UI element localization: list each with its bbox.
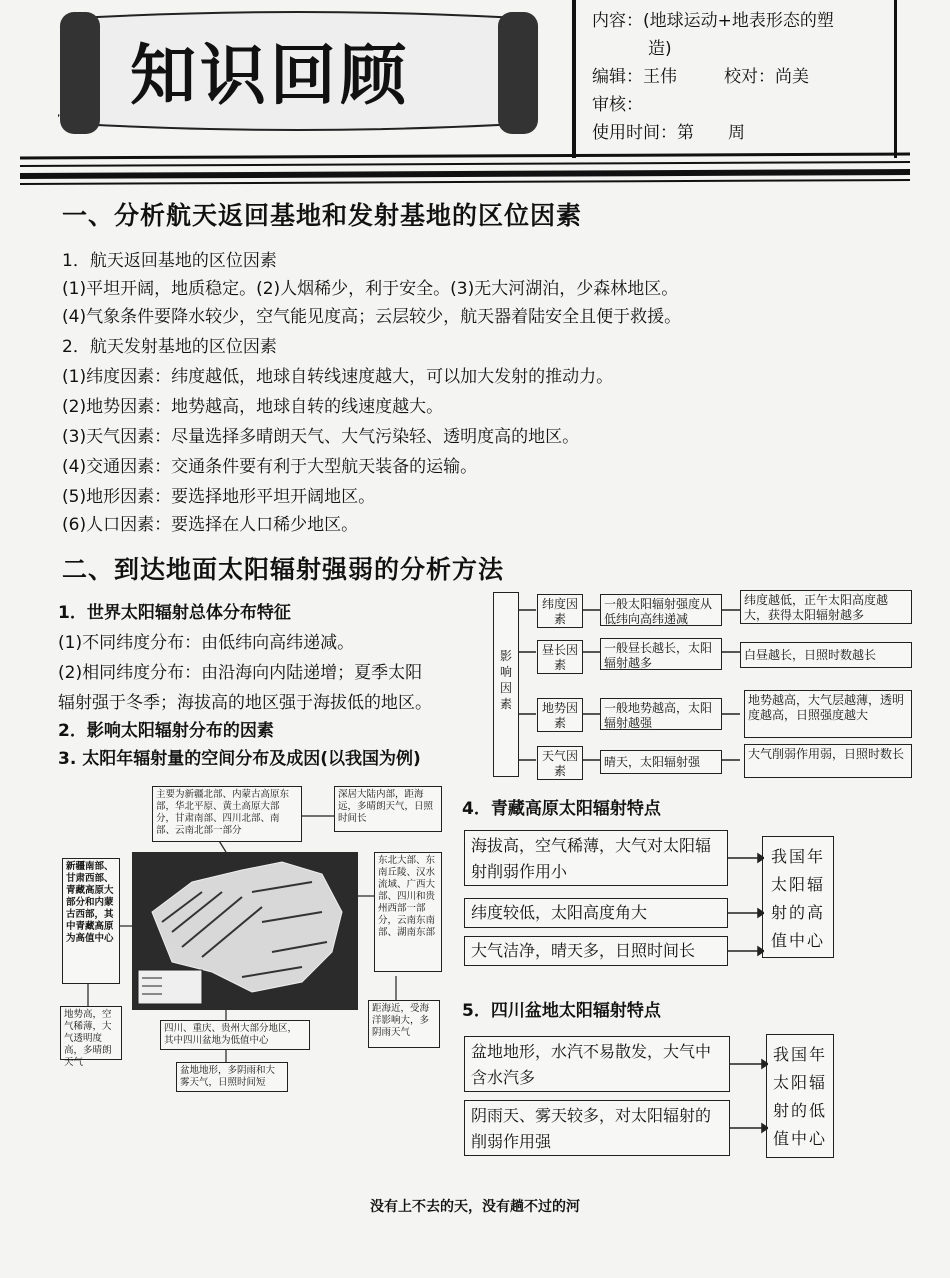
editor-label: 编辑：王伟 <box>592 67 677 87</box>
section1-sub2-line: (6)人口因素：要选择在人口稀少地区。 <box>62 515 359 535</box>
section2-heading: 二、到达地面太阳辐射强弱的分析方法 <box>62 555 505 584</box>
basin-cause: 盆地地形，水汽不易散发，大气中含水汽多 <box>464 1036 730 1092</box>
section1-sub1: 1．航天返回基地的区位因素 <box>62 251 277 271</box>
basin-result: 我国年太阳辐射的低值中心 <box>766 1034 834 1158</box>
section1-sub1-line: (4)气象条件要降水较少，空气能见度高；云层较少，航天器着陆安全且便于救援。 <box>62 307 682 327</box>
section1-sub2-line: (5)地形因素：要选择地形平坦开阔地区。 <box>62 487 376 507</box>
section1-heading: 一、分析航天返回基地和发射基地的区位因素 <box>62 201 583 230</box>
section4-heading: 4．青藏高原太阳辐射特点 <box>462 799 661 819</box>
map-label-top-left: 主要为新疆北部、内蒙古高原东部，华北平原、黄土高原大部分，甘肃南部、四川北部、南部、云南北部一部分 <box>152 786 302 842</box>
plateau-cause: 纬度较低，太阳高度角大 <box>464 898 728 928</box>
map-label-right: 东北大部、东南丘陵、汉水流域、广西大部、四川和贵州西部一部分，云南东南部、湖南东部 <box>374 852 442 972</box>
map-label-bottom: 四川、重庆、贵州大部分地区，其中四川盆地为低值中心 <box>160 1020 310 1050</box>
factor-result: 大气削弱作用弱，日照时数长 <box>744 744 912 778</box>
banner-title: 知识回顾 <box>130 36 410 114</box>
factor-cause: 一般太阳辐射强度从低纬向高纬递减 <box>600 594 722 626</box>
factor-name: 地势因素 <box>537 698 583 732</box>
plateau-arrows <box>728 830 764 970</box>
factor-name: 纬度因素 <box>537 594 583 628</box>
factor-name: 天气因素 <box>537 746 583 780</box>
content-label-cont: 造) <box>648 39 672 59</box>
map-label-top-right: 深居大陆内部，距海远，多晴朗天气，日照时间长 <box>334 786 442 832</box>
map-label-right-bottom: 距海近，受海洋影响大，多阴雨天气 <box>368 1000 440 1048</box>
section1-sub2-line: (3)天气因素：尽量选择多晴朗天气、大气污染轻、透明度高的地区。 <box>62 427 580 447</box>
section1-sub2-line: (2)地势因素：地势越高，地球自转的线速度越大。 <box>62 397 444 417</box>
proofreader-label: 校对：尚美 <box>724 67 809 87</box>
section2-line: (1)不同纬度分布：由低纬向高纬递减。 <box>58 633 355 653</box>
review-label: 审核： <box>592 95 643 115</box>
section2-line: 2．影响太阳辐射分布的因素 <box>58 721 274 741</box>
china-radiation-map <box>132 852 358 1010</box>
section2-line: 3. 太阳年辐射量的空间分布及成因(以我国为例) <box>58 749 421 769</box>
section1-sub2-line: (4)交通因素：交通条件要有利于大型航天装备的运输。 <box>62 457 478 477</box>
section2-line: 辐射强于冬季；海拔高的地区强于海拔低的地区。 <box>58 693 432 713</box>
content-label: 内容：(地球运动+地表形态的塑 <box>592 11 834 31</box>
basin-arrows <box>730 1036 768 1156</box>
factor-result: 纬度越低，正午太阳高度越大，获得太阳辐射越多 <box>740 590 912 624</box>
section2-line: 1．世界太阳辐射总体分布特征 <box>58 603 291 623</box>
factor-cause: 一般地势越高，太阳辐射越强 <box>600 698 722 730</box>
basin-cause: 阴雨天、雾天较多，对太阳辐射的削弱作用强 <box>464 1100 730 1156</box>
section1-sub2: 2．航天发射基地的区位因素 <box>62 337 277 357</box>
section1-sub2-line: (1)纬度因素：纬度越低，地球自转线速度越大，可以加大发射的推动力。 <box>62 367 614 387</box>
section2-line: (2)相同纬度分布：由沿海向内陆递增；夏季太阳 <box>58 663 423 683</box>
plateau-cause: 大气洁净，晴天多，日照时间长 <box>464 936 728 966</box>
meta-box <box>572 0 897 158</box>
usage-time-label: 使用时间：第 周 <box>592 123 745 143</box>
map-label-left-bottom: 地势高，空气稀薄，大气透明度高，多晴朗天气 <box>60 1006 122 1060</box>
factor-cause: 一般昼长越长，太阳辐射越多 <box>600 638 722 670</box>
map-label-bottom-2: 盆地地形，多阴雨和大雾天气，日照时间短 <box>176 1062 288 1092</box>
factor-name: 昼长因素 <box>537 640 583 674</box>
header-rule <box>20 152 910 188</box>
plateau-result: 我国年太阳辐射的高值中心 <box>762 836 834 958</box>
section1-sub1-line: (1)平坦开阔，地质稳定。(2)人烟稀少，利于安全。(3)无大河湖泊，少森林地区。 <box>62 279 679 299</box>
factor-cause: 晴天，太阳辐射强 <box>600 750 722 774</box>
map-label-left: 新疆南部、甘肃西部、青藏高原大部分和内蒙古西部，其中青藏高原为高值中心 <box>62 858 120 984</box>
plateau-cause: 海拔高，空气稀薄，大气对太阳辐射削弱作用小 <box>464 830 728 886</box>
factor-root: 影响因素 <box>493 592 519 777</box>
factor-result: 地势越高，大气层越薄，透明度越高，日照强度越大 <box>744 690 912 738</box>
factor-result: 白昼越长，日照时数越长 <box>740 642 912 668</box>
footer-motto: 没有上不去的天，没有趟不过的河 <box>370 1199 580 1215</box>
section5-heading: 5．四川盆地太阳辐射特点 <box>462 1001 661 1021</box>
